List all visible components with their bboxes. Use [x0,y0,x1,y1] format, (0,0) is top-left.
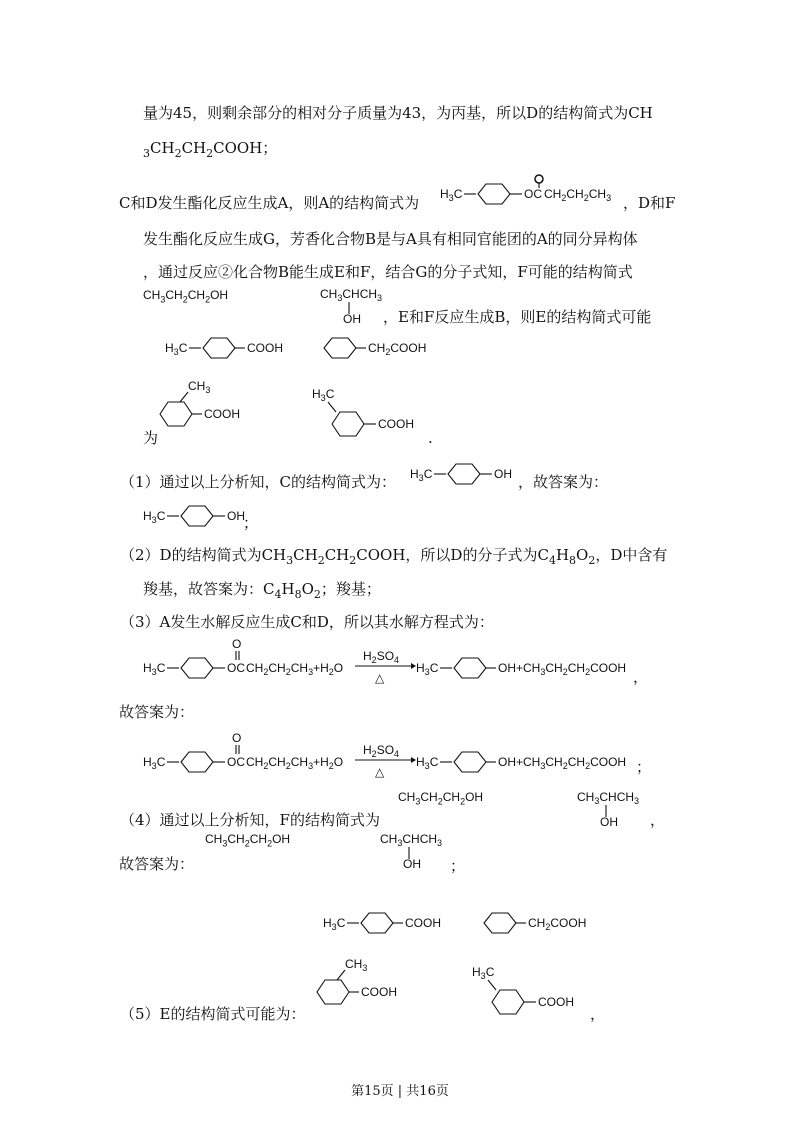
q3-ans-end: ； [636,758,652,776]
svg-text:△: △ [375,765,385,779]
svg-text:H2SO4: $H_2SO_4$ [363,743,400,759]
svg-text:OH: OH [494,467,512,481]
text-line-3b: ，D和F [623,194,676,212]
svg-text:H3C: $H_3C$ [143,661,166,677]
svg-text:COOH: COOH [204,407,240,421]
svg-text:CH2COOH: $CH_2COOH$ [368,341,427,357]
svg-text:H3C: $H_3C$ [143,509,166,525]
svg-text:H3C: $H_3C$ [472,965,495,981]
text-line-7-end: . [428,429,433,447]
q5-o-toluic-acid [315,950,415,1018]
text-line-4: 发生酯化反应生成G，芳香化合物B是与A具有相同官能团的A的同分异构体 [143,230,638,248]
svg-text:H3C: $H_3C$ [323,916,346,932]
text-line-1: 量为45，则剩余部分的相对分子质量为43，为丙基，所以D的结构简式为CH [143,104,653,122]
q4-text-b-end: ； [450,857,466,875]
svg-text:OH: OH [227,509,245,523]
q5-p-toluic-acid [323,908,453,938]
q3-eq-end: ， [633,668,649,686]
o-toluic-acid-structure [158,372,258,440]
svg-text:COOH: COOH [361,985,397,999]
hydrolysis-equation-answer [143,730,643,780]
q3-text-b: 故答案为： [119,703,195,721]
p-toluic-acid-structure [165,333,295,363]
svg-text:H2SO4: $H_2SO_4$ [363,649,400,665]
svg-text:CH2CH2CH3+H2O: $CH_2CH_2CH_3+H_2O$ [246,661,344,677]
svg-text:H3C: $H_3C$ [410,467,433,483]
q4-text-end: ， [650,811,666,829]
q4-isopropanol-structure [575,788,655,830]
svg-text:OH: OH [600,815,618,829]
q5-m-toluic-acid [470,960,580,1020]
svg-text:OH: OH [343,312,361,326]
q4-text: （4）通过以上分析知，F的结构简式为 [120,811,380,829]
m-toluic-acid-structure [310,382,420,442]
hydrolysis-equation [143,636,643,686]
q5-text: （5）E的结构简式可能为： [120,1005,306,1023]
svg-text:△: △ [375,671,385,685]
text-line-5: ，通过反应②化合物B能生成E和F，结合G的分子式知，F可能的结构简式 [143,263,633,281]
svg-text:OH+CH3CH2CH2COOH: $OH+CH_3CH_2CH_2COOH$ [498,755,627,771]
svg-text:O: O [232,731,242,745]
svg-text:H3C: $H_3C$ [312,387,335,403]
svg-text:H3C: $H_3C$ [416,755,439,771]
svg-text:CH2COOH: $CH_2COOH$ [528,916,587,932]
text-line-6: ，E和F反应生成B，则E的结构简式可能 [383,308,652,326]
text-line-3a: C和D发生酯化反应生成A，则A的结构简式为 [119,194,420,212]
svg-text:CH3: $CH_3$ [345,957,368,973]
svg-text:H3C: $H_3C$ [440,187,463,203]
q4-answer-isopropanol [378,830,458,872]
svg-text:OH+CH3CH2CH2COOH: $OH+CH_3CH_2CH_2COOH$ [498,661,627,677]
q5-phenylacetic-acid [482,908,602,938]
svg-text:O: O [232,637,242,651]
svg-text:COOH: COOH [405,916,441,930]
svg-text:CH3CHCH3: $CH_3CHCH_3$ [577,790,640,806]
text-line-2: $_3CH_2CH_2COOH$； [143,139,278,160]
page-footer: 第15页 | 共16页 [351,1084,449,1099]
svg-text:COOH: COOH [247,341,283,355]
svg-text:OC: OC [524,187,542,201]
q2-text: （2）D的结构简式为$CH_3CH_2CH_2COOH$，所以D的分子式为$C_4H_8O_2$，D中含有 [120,546,668,567]
svg-text:COOH: COOH [378,417,414,431]
q4-propanol-formula: $CH_3CH_2CH_2OH$ [398,790,484,807]
svg-text:OH: OH [403,857,421,871]
text-line-7: 为 [143,429,159,447]
ester-a-structure [440,170,630,215]
svg-text:COOH: COOH [538,995,574,1009]
q4-text-b: 故答案为： [119,855,195,873]
svg-text:CH3: $CH_3$ [188,379,211,395]
p-cresol-answer-structure [143,500,253,532]
p-cresol-structure [410,458,520,490]
q4-answer-propanol: $CH_3CH_2CH_2OH$ [205,832,291,849]
q5-end: ， [590,1005,606,1023]
svg-text:OC: OC [227,661,245,675]
q1-text: （1）通过以上分析知，C的结构简式为： [120,473,397,491]
svg-text:CH3CHCH3: $CH_3CHCH_3$ [380,832,443,848]
svg-text:CH3CHCH3: $CH_3CHCH_3$ [320,287,383,303]
propanol-formula: $CH_3CH_2CH_2OH$ [143,288,229,305]
svg-text:OC: OC [227,755,245,769]
phenylacetic-acid-structure [322,333,442,363]
q1-text-b: ，故答案为： [518,473,609,491]
svg-text:CH2CH2CH3+H2O: $CH_2CH_2CH_3+H_2O$ [246,755,344,771]
svg-text:H3C: $H_3C$ [143,755,166,771]
q1-end: ； [243,514,259,532]
q2-text-b: 羧基，故答案为：$C_4H_8O_2$；羧基； [143,580,381,601]
svg-text:CH2CH2CH3: $CH_2CH_2CH_3$ [544,187,612,203]
svg-text:H3C: $H_3C$ [165,341,188,357]
q3-text: （3）A发生水解反应生成C和D，所以其水解方程式为： [120,613,494,631]
svg-text:H3C: $H_3C$ [416,661,439,677]
